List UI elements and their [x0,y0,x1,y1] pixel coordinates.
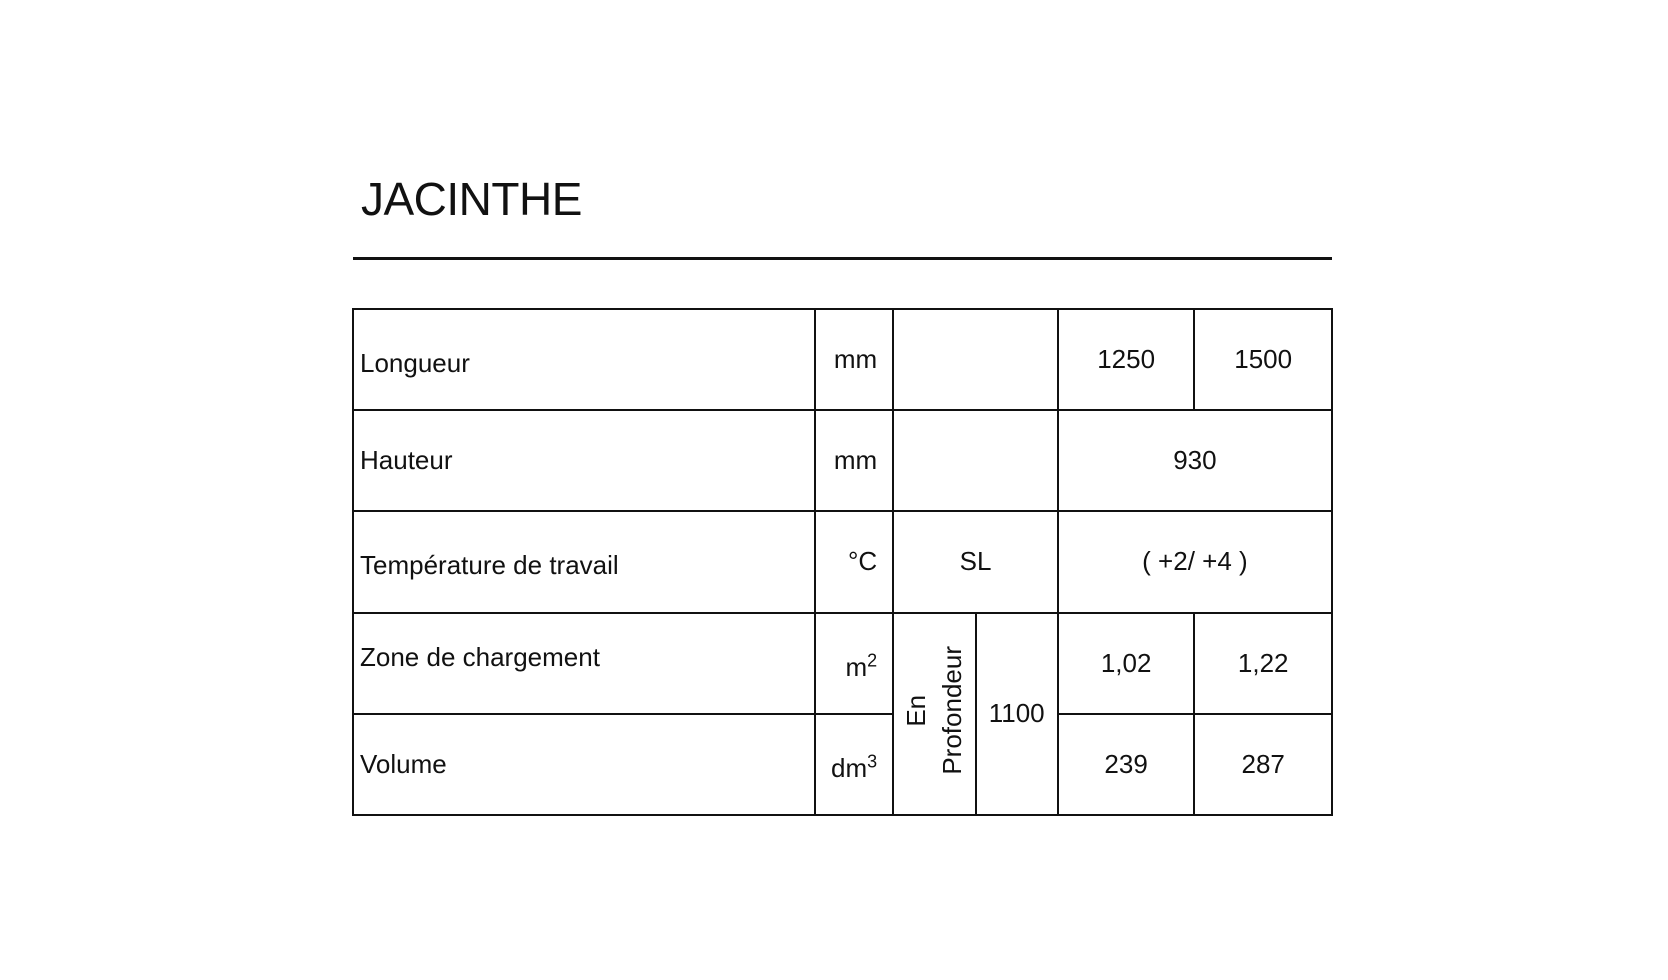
temperature-value-cell [1058,511,1332,612]
hauteur-value: 930 [1173,445,1217,476]
volume-unit-exponent: 3 [867,751,878,772]
volume-value-2-cell [1194,714,1332,815]
zone-unit [846,652,878,683]
zone-value-1-cell [1058,613,1195,714]
table-row-zone [353,613,1332,714]
zone-unit-base: m [845,651,868,682]
zone-value-2-cell [1194,613,1332,714]
table-row-volume [353,714,1332,815]
volume-value-2: 287 [1241,748,1285,779]
volume-unit-cell [815,714,893,815]
hauteur-unit-cell [815,410,893,511]
page-title: JACINTHE [361,173,582,225]
longueur-label-cell [353,309,815,410]
volume-label-cell [353,714,815,815]
table-row-longueur [353,309,1332,410]
zone-value-2: 1,22 [1237,647,1289,678]
longueur-unit-cell [815,309,893,410]
hauteur-label-cell [353,410,815,511]
depth-label [898,646,970,775]
longueur-value-1-cell [1058,309,1195,410]
depth-value-cell [976,613,1058,815]
temperature-mode: SL [959,546,992,577]
longueur-empty-cell [893,309,1058,410]
temperature-unit-cell [815,511,893,612]
zone-value-1: 1,02 [1100,647,1152,678]
hauteur-value-cell [1058,410,1332,511]
temperature-unit: °C [848,546,878,577]
volume-value-1: 239 [1104,748,1148,779]
temperature-value: ( +2/ +4 ) [1142,546,1248,577]
temperature-label: Température de travail [360,550,619,581]
volume-unit [831,753,877,784]
spec-table [352,308,1333,816]
longueur-value-2: 1500 [1234,344,1293,375]
longueur-value-2-cell [1194,309,1332,410]
longueur-label: Longueur [360,348,470,379]
depth-label-cell [893,613,975,815]
table-row-temperature [353,511,1332,612]
volume-value-1-cell [1058,714,1195,815]
depth-label-line-2: Profondeur [937,645,968,775]
hauteur-empty-cell [893,410,1058,511]
depth-label-line-1: En [901,694,932,727]
title-divider [353,257,1332,260]
volume-unit-base: dm [831,752,868,783]
zone-unit-cell [815,613,893,714]
zone-label: Zone de chargement [360,641,600,672]
longueur-value-1: 1250 [1097,344,1156,375]
hauteur-unit: mm [833,445,878,476]
longueur-unit: mm [833,344,878,375]
depth-value: 1100 [988,698,1045,729]
temperature-mode-cell [893,511,1058,612]
table-row-hauteur [353,410,1332,511]
volume-label: Volume [360,748,447,779]
temperature-label-cell [353,511,815,612]
zone-label-cell [353,613,815,714]
zone-unit-exponent: 2 [867,650,878,670]
hauteur-label: Hauteur [360,445,453,476]
